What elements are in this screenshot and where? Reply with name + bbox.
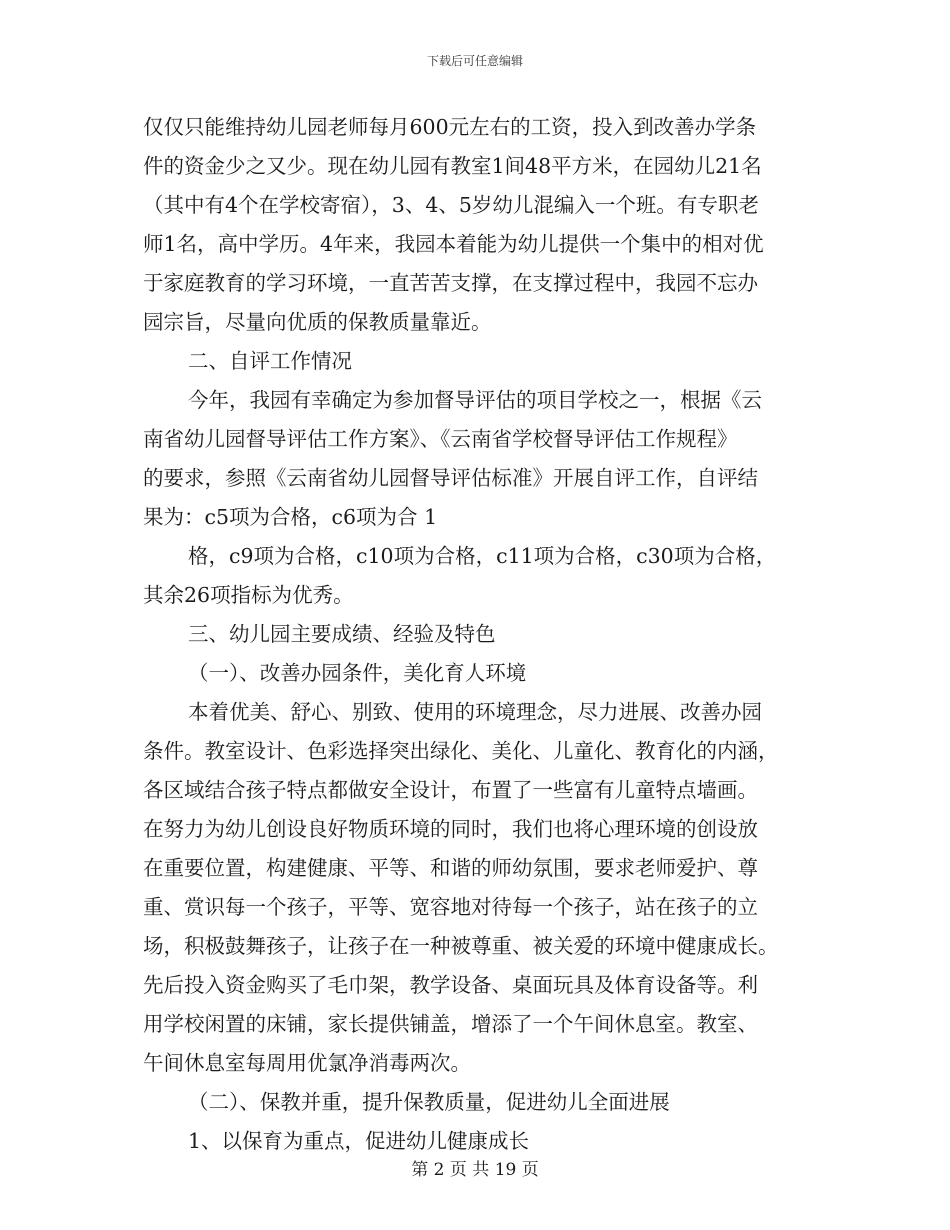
text-line: 条件。教室设计、色彩选择突出绿化、美化、儿童化、教育化的内涵， [143, 739, 779, 763]
subsection-heading: （二）、保教并重，提升保教质量，促进幼儿全面进展 [188, 1090, 670, 1114]
text-line: 南省幼儿园督导评估工作方案》、《云南省学校督导评估工作规程》 [143, 427, 738, 451]
text-line: 先后投入资金购买了毛巾架，教学设备、桌面玩具及体育设备等。利 [143, 973, 758, 997]
section-heading: 三、幼儿园主要成绩、经验及特色 [188, 622, 496, 646]
text-line: 园宗旨，尽量向优质的保教质量靠近。 [143, 310, 492, 334]
text-line: 仅仅只能维持幼儿园老师每月600元左右的工资，投入到改善办学条 [143, 115, 757, 139]
text-line: 格，c9项为合格，c10项为合格，c11项为合格，c30项为合格， [188, 544, 777, 568]
text-line: 于家庭教育的学习环境，一直苦苦支撑，在支撑过程中，我园不忘办 [143, 271, 758, 295]
text-line: 各区域结合孩子特点都做安全设计，布置了一些富有儿童特点墙画。 [143, 778, 758, 802]
page-number: 第 2 页 共 19 页 [411, 1160, 539, 1180]
text-line: 师1名，高中学历。4年来，我园本着能为幼儿提供一个集中的相对优 [143, 232, 764, 256]
text-line: 在努力为幼儿创设良好物质环境的同时，我们也将心理环境的创设放 [143, 817, 758, 841]
text-line: 重、赏识每一个孩子，平等、宽容地对待每一个孩子，站在孩子的立 [143, 895, 758, 919]
text-line: 在重要位置，构建健康、平等、和谐的师幼氛围，要求老师爱护、尊 [143, 856, 758, 880]
text-line: 的要求，参照《云南省幼儿园督导评估标准》开展自评工作，自评结 [143, 466, 758, 490]
text-line: 用学校闲置的床铺，家长提供铺盖，增添了一个午间休息室。教室、 [143, 1012, 758, 1036]
subsection-heading: （一）、改善办园条件，美化育人环境 [188, 661, 527, 685]
text-line: 今年，我园有幸确定为参加督导评估的项目学校之一，根据《云 [188, 388, 762, 412]
text-line: （其中有4个在学校寄宿），3、4、5岁幼儿混编入一个班。有专职老 [143, 193, 759, 217]
section-heading: 二、自评工作情况 [188, 349, 352, 373]
text-line: 场，积极鼓舞孩子，让孩子在一种被尊重、被关爱的环境中健康成长。 [143, 934, 779, 958]
text-line: 件的资金少之又少。现在幼儿园有教室1间48平方米，在园幼儿21名 [143, 154, 762, 178]
subsection-heading: 1、以保育为重点，促进幼儿健康成长 [188, 1129, 530, 1153]
text-line: 果为：c5项为合格，c6项为合 1 [143, 505, 438, 529]
text-line: 其余26项指标为优秀。 [143, 583, 354, 607]
text-line: 午间休息室每周用优氯净消毒两次。 [143, 1051, 471, 1075]
text-line: 本着优美、舒心、别致、使用的环境理念，尽力进展、改善办园 [188, 700, 762, 724]
page-header: 下载后可任意编辑 [426, 54, 523, 68]
